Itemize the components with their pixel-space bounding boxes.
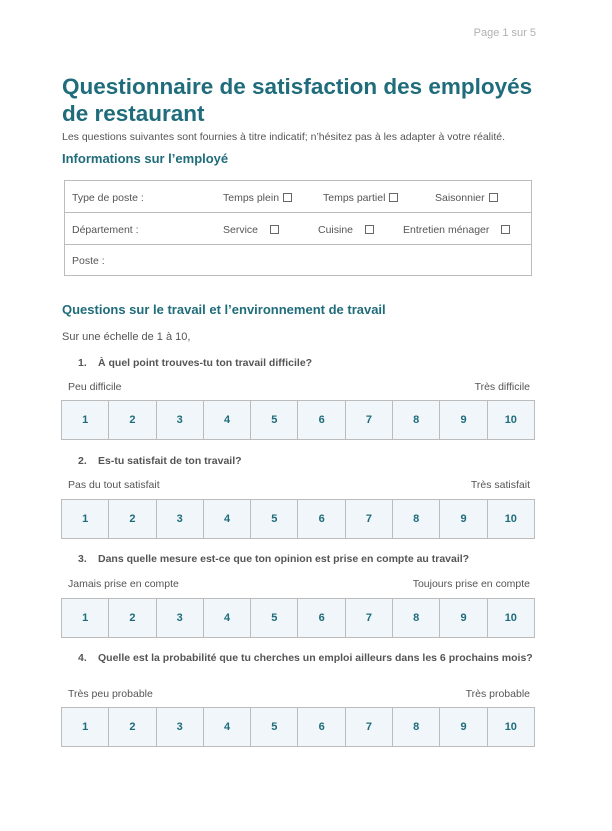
- scale-option[interactable]: 9: [440, 599, 487, 637]
- scale-option[interactable]: 2: [109, 500, 156, 538]
- question-2-scale: [61, 499, 535, 539]
- option-seasonal-label: Saisonnier: [435, 192, 485, 204]
- question-2-text: Es-tu satisfait de ton travail?: [98, 455, 242, 467]
- question-4-high-label: Très probable: [465, 688, 530, 700]
- scale-option[interactable]: 3: [157, 708, 204, 746]
- question-2-low-label: Pas du tout satisfait: [68, 479, 160, 491]
- scale-option[interactable]: 7: [346, 401, 393, 439]
- scale-option[interactable]: 1: [62, 401, 109, 439]
- scale-option[interactable]: 9: [440, 401, 487, 439]
- option-service-label: Service: [223, 224, 259, 236]
- question-1: [78, 357, 538, 369]
- checkbox-housekeeping[interactable]: [501, 225, 510, 234]
- scale-option[interactable]: 10: [504, 414, 517, 426]
- checkbox-full-time[interactable]: [283, 193, 292, 202]
- scale-option[interactable]: 10: [504, 721, 517, 733]
- scale-option[interactable]: 7: [346, 708, 393, 746]
- questions-heading: Questions sur le travail et l’environnement de travail: [62, 302, 386, 317]
- checkbox-service[interactable]: [270, 225, 279, 234]
- question-4-text: Quelle est la probabilité que tu cherches un emploi ailleurs dans les 6 prochains mois?: [98, 652, 533, 664]
- scale-option[interactable]: 4: [204, 708, 251, 746]
- scale-option[interactable]: 9: [440, 500, 487, 538]
- question-1-text: À quel point trouves-tu ton travail difficile?: [98, 357, 313, 369]
- option-housekeeping-label: Entretien ménager: [403, 224, 490, 236]
- scale-option[interactable]: 3: [157, 500, 204, 538]
- checkbox-part-time[interactable]: [389, 193, 398, 202]
- scale-option[interactable]: 6: [298, 401, 345, 439]
- option-kitchen[interactable]: [318, 224, 374, 236]
- scale-option[interactable]: 5: [251, 708, 298, 746]
- question-1-number: 1.: [78, 357, 87, 369]
- checkbox-kitchen[interactable]: [365, 225, 374, 234]
- question-3-text: Dans quelle mesure est-ce que ton opinion est prise en compte au travail?: [98, 553, 470, 565]
- scale-option[interactable]: 4: [204, 401, 251, 439]
- scale-option[interactable]: 10: [504, 513, 517, 525]
- question-3: [78, 553, 538, 565]
- page-number: Page 1 sur 5: [473, 27, 536, 39]
- question-1-scale: [61, 400, 535, 440]
- question-2-number: 2.: [78, 455, 87, 467]
- scale-option[interactable]: 7: [346, 500, 393, 538]
- question-3-low-label: Jamais prise en compte: [68, 578, 179, 590]
- scale-option[interactable]: 8: [393, 599, 440, 637]
- job-type-label: Type de poste :: [72, 192, 144, 204]
- scale-option[interactable]: 4: [204, 500, 251, 538]
- scale-option[interactable]: 8: [393, 401, 440, 439]
- scale-option[interactable]: 2: [109, 599, 156, 637]
- option-kitchen-label: Cuisine: [318, 224, 354, 236]
- scale-option[interactable]: 8: [393, 500, 440, 538]
- job-type-row: [65, 181, 531, 213]
- question-4-number: 4.: [78, 652, 87, 664]
- scale-option[interactable]: 7: [346, 599, 393, 637]
- intro-text: Les questions suivantes sont fournies à titre indicatif; n’hésitez pas à les adapter à votre réalité.: [62, 131, 505, 143]
- option-seasonal[interactable]: [435, 192, 498, 204]
- department-label: Département :: [72, 224, 139, 236]
- scale-option[interactable]: 8: [393, 708, 440, 746]
- option-part-time-label: Temps partiel: [323, 192, 386, 204]
- option-full-time[interactable]: [223, 192, 292, 204]
- question-2-high-label: Très satisfait: [470, 479, 530, 491]
- question-3-scale: [61, 598, 535, 638]
- scale-option[interactable]: 5: [251, 401, 298, 439]
- checkbox-seasonal[interactable]: [489, 193, 498, 202]
- scale-option[interactable]: 6: [298, 500, 345, 538]
- document-title: Questionnaire de satisfaction des employés de restaurant: [62, 74, 533, 126]
- position-label: Poste :: [72, 255, 105, 267]
- scale-option[interactable]: 2: [109, 708, 156, 746]
- scale-option[interactable]: 3: [157, 401, 204, 439]
- question-4-low-label: Très peu probable: [68, 688, 153, 700]
- scale-option[interactable]: 5: [251, 599, 298, 637]
- scale-option[interactable]: 4: [204, 599, 251, 637]
- scale-option[interactable]: 1: [62, 599, 109, 637]
- question-3-number: 3.: [78, 553, 87, 565]
- question-1-high-label: Très difficile: [474, 381, 530, 393]
- question-4-scale: [61, 707, 535, 747]
- question-4: [78, 652, 538, 664]
- option-service[interactable]: [223, 224, 279, 236]
- option-full-time-label: Temps plein: [223, 192, 280, 204]
- employee-info-heading: Informations sur l’employé: [62, 151, 229, 166]
- department-row: [65, 213, 531, 245]
- scale-option[interactable]: 2: [109, 401, 156, 439]
- option-part-time[interactable]: [323, 192, 398, 204]
- scale-option[interactable]: 6: [298, 708, 345, 746]
- position-row[interactable]: [65, 245, 531, 275]
- scale-option[interactable]: 9: [440, 708, 487, 746]
- scale-option[interactable]: 3: [157, 599, 204, 637]
- scale-option[interactable]: 6: [298, 599, 345, 637]
- scale-option[interactable]: 1: [62, 708, 109, 746]
- scale-note: Sur une échelle de 1 à 10,: [62, 331, 191, 343]
- scale-option[interactable]: 5: [251, 500, 298, 538]
- scale-option[interactable]: 10: [504, 612, 517, 624]
- question-2: [78, 455, 538, 467]
- question-3-high-label: Toujours prise en compte: [412, 578, 530, 590]
- option-housekeeping[interactable]: [403, 224, 510, 236]
- employee-info-table: [64, 180, 532, 276]
- question-1-low-label: Peu difficile: [68, 381, 122, 393]
- scale-option[interactable]: 1: [62, 500, 109, 538]
